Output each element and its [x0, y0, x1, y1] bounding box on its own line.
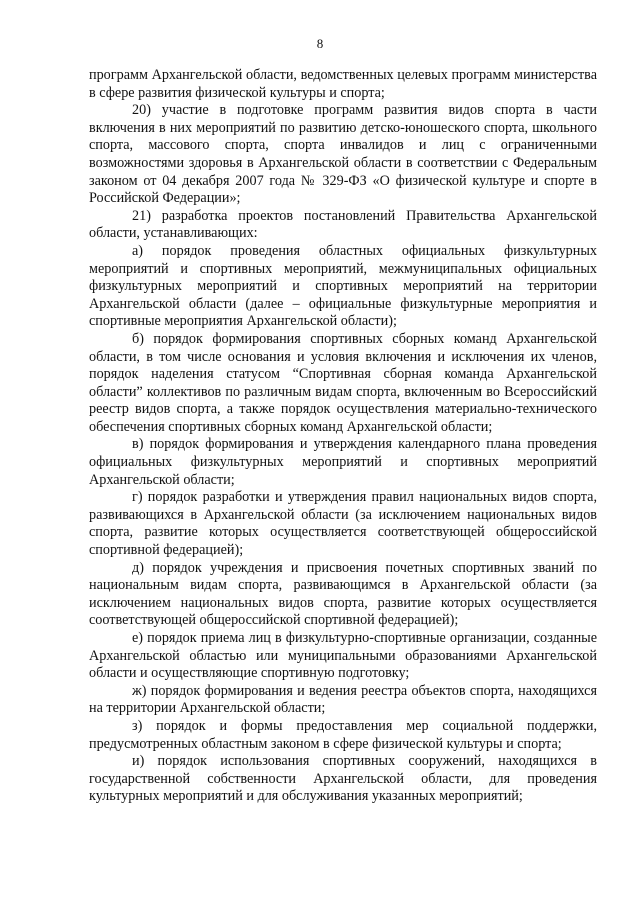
paragraph-subitem-e: е) порядок приема лиц в физкультурно-спортивные организации, созданные Архангельской областью или муниципальными образованиями Архангельской области и осуществляющие спортивную подготовку; [89, 630, 597, 682]
paragraph-subitem-v: в) порядок формирования и утверждения календарного плана проведения официальных физкультурных мероприятий и спортивных мероприятий Архангельской области; [89, 436, 597, 488]
paragraph-subitem-zh: ж) порядок формирования и ведения реестра объектов спорта, находящихся на территории Архангельской области; [89, 682, 597, 717]
page-number: 8 [316, 36, 324, 51]
paragraph-subitem-g: г) порядок разработки и утверждения правил национальных видов спорта, развивающихся в Архангельской области (за исключением национальных видов спорта, развитие которых осуществляется соответствующей общероссийской спортивной федерацией); [89, 489, 597, 559]
paragraph-item-20: 20) участие в подготовке программ развития видов спорта в части включения в них мероприятий по развитию детско-юношеского спорта, школьного спорта, массового спорта, спорта инвалидов и лиц с ограниченными возможностями здоровья в Архангельской области в соответствии с Федеральным законом от 04 декабря 2007 года № 329-ФЗ «О физической культуре и спорте в Российской Федерации»; [89, 102, 597, 207]
paragraph-item-21: 21) разработка проектов постановлений Правительства Архангельской области, устанавливающих: [89, 207, 597, 242]
paragraph-subitem-d: д) порядок учреждения и присвоения почетных спортивных званий по национальным видам спорта, развивающимся в Архангельской области (за исключением национальных видов спорта, развитие которых осуществляется соответствующей общероссийской спортивной федерацией); [89, 559, 597, 629]
document-body [89, 67, 597, 806]
paragraph-subitem-z: з) порядок и формы предоставления мер социальной поддержки, предусмотренных областным законом в сфере физической культуры и спорта; [89, 717, 597, 752]
paragraph-subitem-a: а) порядок проведения областных официальных физкультурных мероприятий и спортивных мероприятий, межмуниципальных официальных физкультурных мероприятий и спортивных мероприятий на территории Архангельской области (далее – официальные физкультурные мероприятия и спортивные мероприятия Архангельской области); [89, 242, 597, 330]
paragraph-subitem-b: б) порядок формирования спортивных сборных команд Архангельской области, в том числе основания и условия включения и исключения их членов, порядок наделения статусом “Спортивная сборная команда Архангельской области” коллективов по различным видам спорта, включенным во Всероссийский реестр видов спорта, а также порядок осуществления материально-технического обеспечения спортивных сборных команд Архангельской области; [89, 330, 597, 435]
paragraph-subitem-i: и) порядок использования спортивных сооружений, находящихся в государственной собственности Архангельской области, для проведения культурных мероприятий и для обслуживания указанных мероприятий; [89, 753, 597, 805]
paragraph-continuation: программ Архангельской области, ведомственных целевых программ министерства в сфере развития физической культуры и спорта; [89, 67, 597, 101]
